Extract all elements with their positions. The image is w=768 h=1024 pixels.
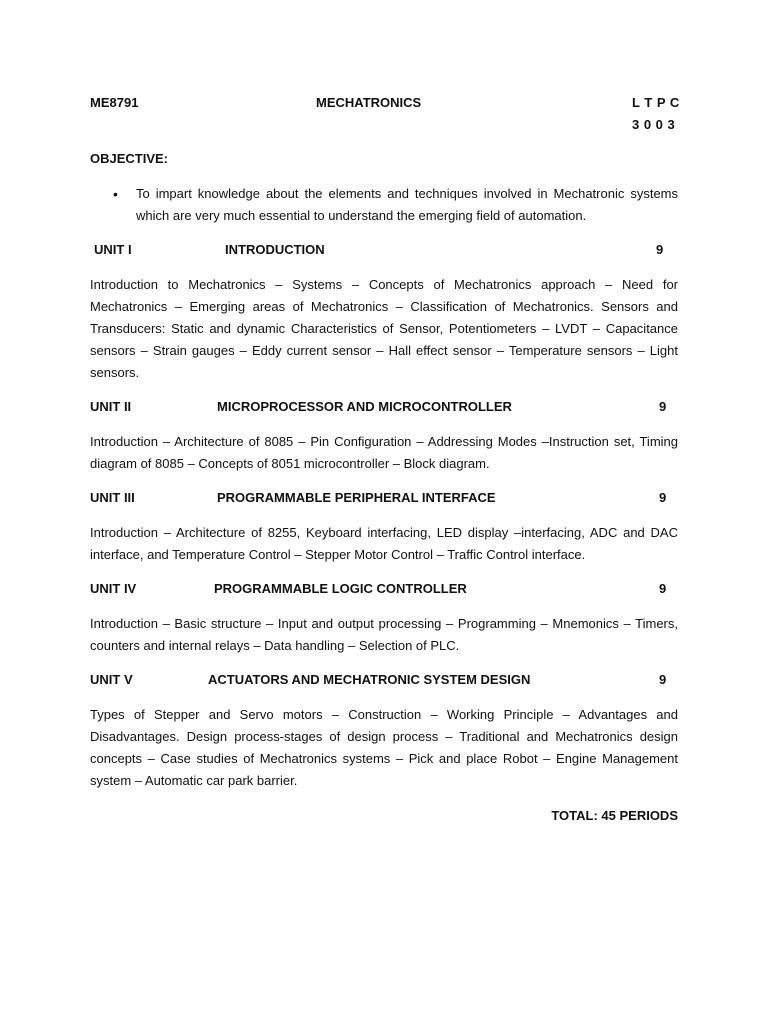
objective-heading: OBJECTIVE:	[90, 151, 169, 166]
unit-4-label: UNIT IV	[90, 581, 137, 596]
unit-3-content: Introduction – Architecture of 8255, Keyboard interfacing, LED display –interfacing, ADC and DAC interface, and Temperature Control – Stepper Motor Control – Traffic Control interface.	[90, 525, 678, 562]
bullet-icon: •	[113, 186, 118, 202]
unit-1-hours: 9	[656, 242, 664, 257]
unit-1-label: UNIT I	[94, 242, 132, 257]
unit-4-hours: 9	[659, 581, 667, 596]
unit-2-content: Introduction – Architecture of 8085 – Pin Configuration – Addressing Modes –Instruction set, Timing diagram of 8085 – Concepts of 8051 microcontroller – Block diagram.	[90, 434, 678, 471]
ltpc-values: 3 0 0 3	[632, 117, 676, 132]
unit-2-hours: 9	[659, 399, 667, 414]
total-periods: TOTAL: 45 PERIODS	[551, 808, 678, 823]
course-code: ME8791	[90, 95, 139, 110]
unit-5-content: Types of Stepper and Servo motors – Construction – Working Principle – Advantages and Disadvantages. Design process-stages of design process – Traditional and Mechatronics design concepts – Case studies of Mechatronics systems – Pick and place Robot – Engine Management system – Automatic car park barrier.	[90, 707, 678, 788]
unit-3-title: PROGRAMMABLE PERIPHERAL INTERFACE	[217, 490, 496, 505]
unit-5-hours: 9	[659, 672, 667, 687]
unit-4-title: PROGRAMMABLE LOGIC CONTROLLER	[214, 581, 467, 596]
unit-1-title: INTRODUCTION	[225, 242, 325, 257]
objective-text: To impart knowledge about the elements and techniques involved in Mechatronic systems which are very much essential to understand the emerging field of automation.	[136, 186, 678, 223]
course-title: MECHATRONICS	[316, 95, 422, 110]
unit-2-label: UNIT II	[90, 399, 132, 414]
unit-2-title: MICROPROCESSOR AND MICROCONTROLLER	[217, 399, 512, 414]
unit-1-content: Introduction to Mechatronics – Systems – Concepts of Mechatronics approach – Need for Mechatronics – Emerging areas of Mechatronics – Classification of Mechatronics. Sensors and Transducers: Static and dynamic Characteristics of Sensor, Potentiometers – LVDT – Capacitance sensors – Strain gauges – Eddy current sensor – Hall effect sensor – Temperature sensors – Light sensors.	[90, 277, 678, 380]
unit-3-label: UNIT III	[90, 490, 135, 505]
unit-5-label: UNIT V	[90, 672, 133, 687]
unit-4-content: Introduction – Basic structure – Input and output processing – Programming – Mnemonics – Timers, counters and internal relays – Data handling – Selection of PLC.	[90, 616, 678, 653]
unit-5-title: ACTUATORS AND MECHATRONIC SYSTEM DESIGN	[208, 672, 531, 687]
ltpc-label: L T P C	[632, 95, 680, 110]
unit-3-hours: 9	[659, 490, 667, 505]
